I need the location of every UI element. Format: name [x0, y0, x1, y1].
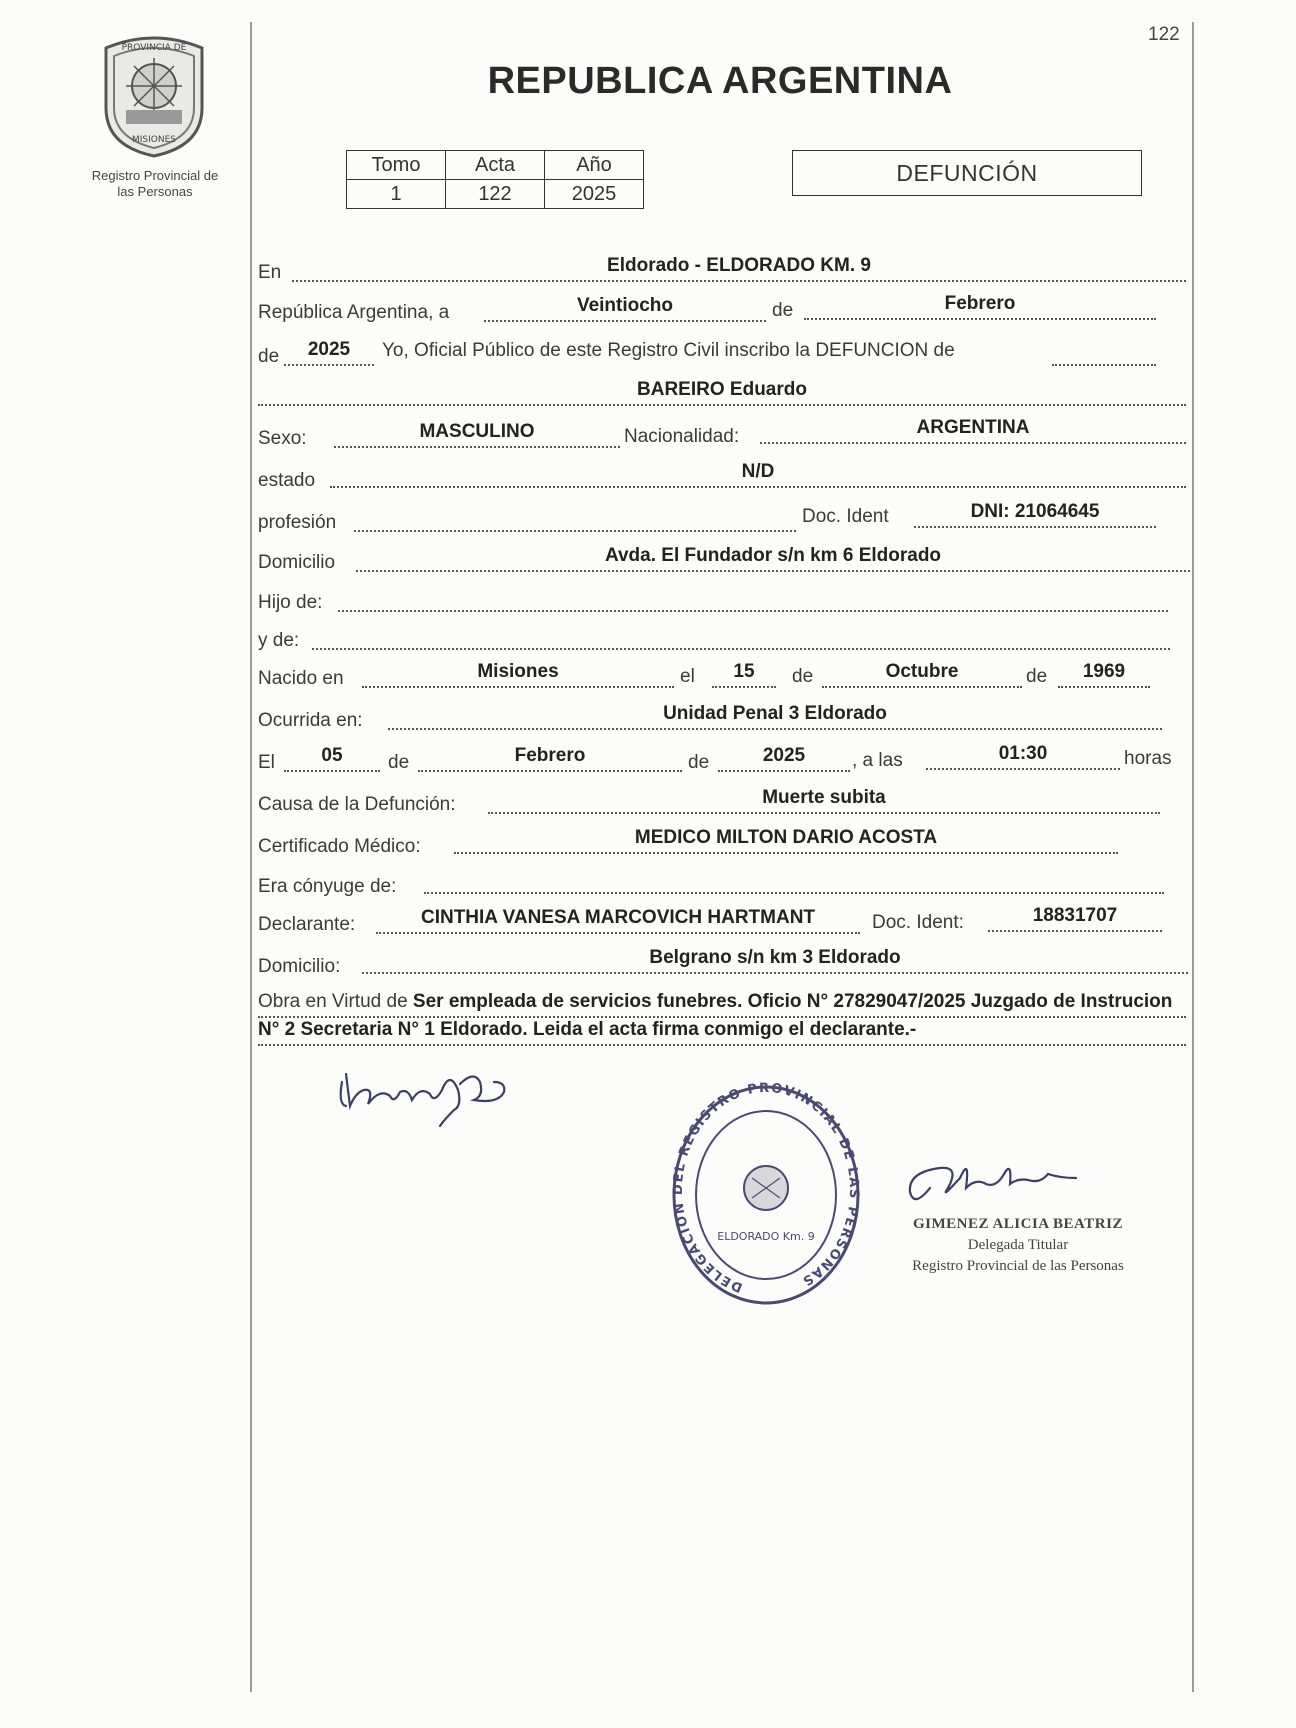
right-margin-line — [1192, 22, 1194, 1692]
header-anio: Año — [545, 151, 644, 180]
seal-top-text: PROVINCIA DE — [121, 43, 187, 53]
declarant-doc-label: Doc. Ident: — [872, 912, 964, 933]
a-las-label: , a las — [852, 750, 903, 771]
obra-label: Obra en Virtud de — [258, 991, 408, 1012]
estado-label: estado — [258, 470, 316, 491]
cause-field: Muerte subita — [488, 786, 1160, 814]
profesion-label: profesión — [258, 512, 337, 533]
hijo-field — [338, 584, 1168, 612]
declarant-doc-field: 18831707 — [988, 904, 1162, 932]
de-label-6: de — [688, 752, 710, 773]
nacionalidad-label: Nacionalidad: — [624, 426, 740, 447]
record-table — [346, 150, 644, 209]
conyuge-label: Era cónyuge de: — [258, 876, 397, 897]
declarant-field: CINTHIA VANESA MARCOVICH HARTMANT — [376, 906, 860, 934]
official-name: GIMENEZ ALICIA BEATRIZ — [913, 1216, 1123, 1232]
place-field: Eldorado - ELDORADO KM. 9 — [292, 254, 1186, 282]
official-stamp-icon — [666, 1080, 866, 1310]
seal-bottom-text: MISIONES — [131, 135, 177, 145]
estado-field: N/D — [330, 460, 1186, 488]
sexo-field: MASCULINO — [334, 420, 620, 448]
page-number: 122 — [1148, 24, 1180, 45]
statement-dots — [1052, 362, 1156, 366]
certificado-label: Certificado Médico: — [258, 836, 421, 857]
death-year-field: 2025 — [718, 744, 850, 772]
el-label: el — [680, 666, 695, 687]
declarante-label: Declarante: — [258, 914, 356, 935]
doc-ident-label: Doc. Ident — [802, 506, 889, 527]
nacido-label: Nacido en — [258, 668, 344, 689]
en-label: En — [258, 262, 282, 283]
birth-year-field: 1969 — [1058, 660, 1150, 688]
left-margin-line — [250, 22, 252, 1692]
declarant-signature-icon — [334, 1060, 534, 1130]
obra-dots-1 — [258, 1014, 1186, 1018]
death-month-field: Febrero — [418, 744, 682, 772]
header-acta: Acta — [446, 151, 545, 180]
registry-line-2: las Personas — [117, 184, 193, 199]
value-acta: 122 — [446, 180, 545, 209]
de-label-1: de — [772, 300, 794, 321]
de-label-4: de — [1026, 666, 1048, 687]
republica-label: República Argentina, a — [258, 302, 450, 323]
page-title: REPUBLICA ARGENTINA — [487, 60, 953, 102]
y-de-label: y de: — [258, 630, 300, 651]
certificate-field: MEDICO MILTON DARIO ACOSTA — [454, 826, 1118, 854]
declarant-address-field: Belgrano s/n km 3 Eldorado — [362, 946, 1188, 974]
de-label-2: de — [258, 346, 280, 367]
y-de-field — [312, 622, 1170, 650]
domicilio-label: Domicilio — [258, 552, 336, 573]
domicilio2-label: Domicilio: — [258, 956, 341, 977]
year-field: 2025 — [284, 338, 374, 366]
death-place-field: Unidad Penal 3 Eldorado — [388, 702, 1162, 730]
obra-value: Ser empleada de servicios funebres. Oficio N° 27829047/2025 Juzgado de Instrucion N° 2 Secretaria N° 1 Eldorado. Leida el acta firma conmigo el declarante.- — [258, 991, 1173, 1040]
de-label-5: de — [388, 752, 410, 773]
official-title: Delegada Titular — [967, 1237, 1069, 1253]
nacionalidad-field: ARGENTINA — [760, 416, 1186, 444]
birth-month-field: Octubre — [822, 660, 1022, 688]
doc-ident-field: DNI: 21064645 — [914, 500, 1156, 528]
domicilio-field: Avda. El Fundador s/n km 6 Eldorado — [356, 544, 1190, 572]
month-field: Febrero — [804, 292, 1156, 320]
official-block — [888, 1216, 1148, 1275]
provincial-seal-icon — [96, 28, 212, 158]
sexo-label: Sexo: — [258, 428, 307, 449]
stamp-ring-text: DELEGACION DEL REGISTRO PROVINCIAL DE LAS PERSONAS — [670, 1080, 862, 1295]
ocurrida-label: Ocurrida en: — [258, 710, 363, 731]
birth-day-field: 15 — [712, 660, 776, 688]
causa-label: Causa de la Defunción: — [258, 794, 456, 815]
value-tomo: 1 — [347, 180, 446, 209]
birth-place-field: Misiones — [362, 660, 674, 688]
official-registry: Registro Provincial de las Personas — [912, 1258, 1124, 1274]
value-anio: 2025 — [545, 180, 644, 209]
deceased-name-field: BAREIRO Eduardo — [258, 378, 1186, 406]
obra-dots-2 — [258, 1042, 1186, 1046]
day-words-field: Veintiocho — [484, 294, 766, 322]
hijo-label: Hijo de: — [258, 592, 323, 613]
record-type-box: DEFUNCIÓN — [792, 150, 1142, 196]
stamp-inner-text: ELDORADO Km. 9 — [717, 1230, 815, 1243]
officer-statement: Yo, Oficial Público de este Registro Civil inscribo la DEFUNCION de — [382, 340, 955, 361]
official-signature-icon — [900, 1148, 1100, 1218]
registry-caption — [70, 168, 240, 200]
death-day-field: 05 — [284, 744, 380, 772]
spouse-field — [424, 866, 1164, 894]
de-label-3: de — [792, 666, 814, 687]
horas-label: horas — [1124, 748, 1172, 769]
death-hour-field: 01:30 — [926, 742, 1120, 770]
header-tomo: Tomo — [347, 151, 446, 180]
el-label-2: El — [258, 752, 275, 773]
profesion-field — [354, 504, 796, 532]
registry-line-1: Registro Provincial de — [91, 168, 219, 183]
